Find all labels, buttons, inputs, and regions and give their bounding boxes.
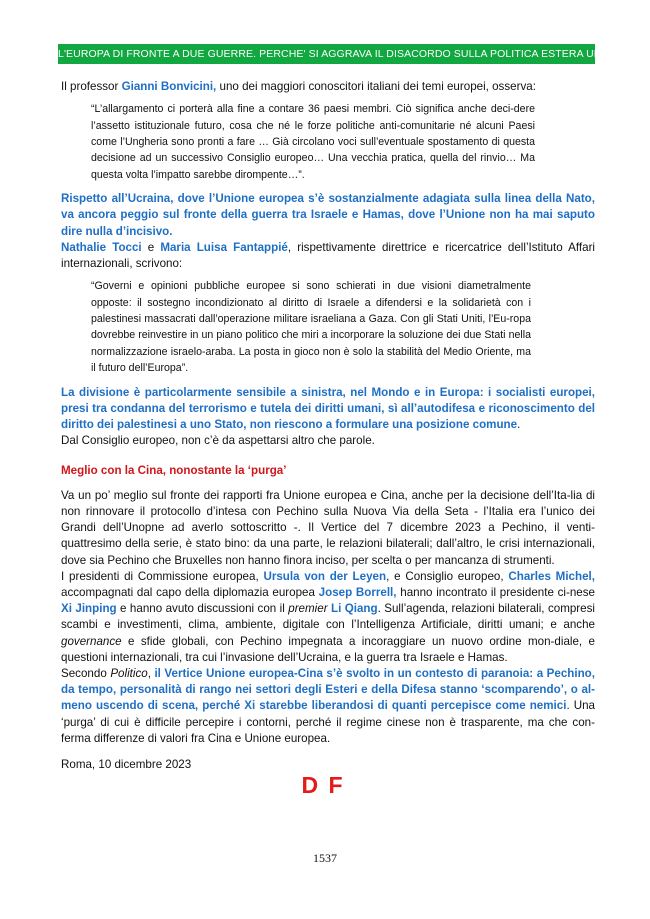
header-banner: L'EUROPA DI FRONTE A DUE GUERRE. PERCHE' SI AGGRAVA IL DISACORDO SULLA POLITICA ESTERA UE <box>58 44 595 64</box>
affiliation-text: , rispettivamente direttrice e ricercatrice dell’Istituto Affari internazionali, scrivono: <box>61 240 596 271</box>
highlight-paranoia: il Vertice Unione europea-Cina s’è svolto in un contesto di paranoia: a Pechino, da tempo, personalità di rango nei settori degli Esteri e della Difesa stanno ‘scomparendo’, o al-meno uscendo di scena, perché Xi starebbe liberandosi di quanti percepisce come nemici <box>61 666 595 713</box>
left-division-paragraph <box>61 385 595 434</box>
person-name-xi-jinping: Xi Jinping <box>61 602 117 616</box>
person-name-li-qiang: Li Qiang <box>331 602 378 616</box>
section-subheading: Meglio con la Cina, nonostante la ‘purga’ <box>61 463 287 477</box>
presidents-paragraph <box>61 569 595 666</box>
text-span: hanno incontrato il presidente ci-nese <box>396 585 596 599</box>
politico-italic: Politico <box>110 666 148 680</box>
quote-tocci-fantappie: “Governi e opinioni pubbliche europee si sono schierati in due visioni diametralmente opposte: il sostegno incondizionato al diritto di Israele a difendersi e la solidarietà con i palestinesi massacrati dall’operazione militare israeliana a Gaza. Con gli Stati Uniti, l’Eu-ropa dovrebbe reinvestire in un piano politico che miri a incorporare la soluzione dei due Stati nella normalizzazione israelo-araba. La posta in gioco non è solo la stabilità del Medio Oriente, ma il futuro dell’Europa”. <box>91 280 531 375</box>
politico-paragraph <box>61 666 595 747</box>
highlight-ukraine: Rispetto all’Ucraina, dove l’Unione europea s’è sostanzialmente adagiata sulla linea della Nato, va ancora peggio sul fronte della guerra tra Israele e Hamas, dove l’Unione non ha mai saputo dire nulla d’incisivo. <box>61 192 595 238</box>
person-name-borrell: Josep Borrell, <box>318 585 397 599</box>
tocci-fantappie-paragraph <box>61 240 595 272</box>
dateline: Roma, 10 dicembre 2023 <box>61 757 192 771</box>
page-number: 1537 <box>313 851 337 865</box>
governance-italic: governance <box>61 634 122 648</box>
conjunction-text: e <box>141 240 161 254</box>
person-name-michel: Charles Michel, <box>508 569 595 583</box>
intro-text: Il professor <box>61 80 122 93</box>
china-summit-paragraph: Va un po’ meglio sul fronte dei rapporti fra Unione europea e Cina, anche per la decisione dell’Ita-lia di non rinnovare il protocollo d’intesa con Pechino sulla Nuova Via della Seta - l’Italia era l’unico dei Grandi dell’Unopne ad averlo sottoscritto -. Il Vertice del 7 dicembre 2023 a Pechino, il venti-quattresimo della serie, è stato bino: da una parte, le relazioni bilaterali; dall’altro, le crisi internazionali, dove sia Pechino che Bruxelles non hanno finora inciso, per scelta o per mancanza di strumenti. <box>61 488 595 567</box>
text-span: Secondo <box>61 666 111 680</box>
period-text: . <box>517 418 521 432</box>
person-name-fantappie: Maria Luisa Fantappié <box>160 240 288 254</box>
person-name-bonvicini: Gianni Bonvicini, <box>121 80 217 93</box>
text-span: e hanno avuto discussioni con il <box>116 602 289 616</box>
person-name-tocci: Nathalie Tocci <box>61 240 142 254</box>
intro-paragraph <box>61 79 595 95</box>
text-span: . Una ‘purga’ di cui è difficile percepire i contorni, perché il regime cinese non è trasparente, ma che con-ferma differenze di valori fra Cina e Unione europea. <box>61 699 595 745</box>
premier-italic: premier <box>288 602 328 616</box>
intro-text-tail: uno dei maggiori conoscitori italiani dei temi europei, osserva: <box>216 80 536 93</box>
quote-bonvicini: “L’allargamento ci porterà alla fine a contare 36 paesi membri. Ciò significa anche deci-dere l’assetto istituzionale futuro, cosa che né le forze politiche anti-comunitarie né alcuni Paesi come l’Ungheria sono pronti a fare … Già circolano voci sull’eventuale spostamento di questa decisione ad un successivo Consiglio europeo… Una vecchia pratica, quella del rinvio… Ma questa volta l’impatto sarebbe dirompente…”. <box>91 103 535 181</box>
text-span: , <box>147 666 155 680</box>
text-span: accompagnati dal capo della diplomazia europea <box>61 585 319 599</box>
text-span: , e Consiglio europeo, <box>386 569 509 583</box>
author-signature: D F <box>301 772 345 799</box>
text-span: I presidenti di Commissione europea, <box>61 569 264 583</box>
article-body <box>61 79 596 799</box>
person-name-von-der-leyen: Ursula von der Leyen <box>263 569 387 583</box>
text-span: e sfide globali, con Pechino impegnata a incoraggiare un nuovo ordine mon-diale, e questioni internazionali, tra cui l’invasione dell’Ucraina, e la guerra tra Israele e Hamas. <box>61 634 595 664</box>
text-span: . Sull’agenda, relazioni bilaterali, compresi scambi e investimenti, clima, ambiente, digitale con l’Intelligenza Artificiale, diritti umani; e anche <box>61 602 595 632</box>
highlight-left-division: La divisione è particolarmente sensibile a sinistra, nel Mondo e in Europa: i socialisti europei, presi tra condanna del terrorismo e tutela dei diritti umani, sì all’autodifesa e riconoscimento del diritto dei palestinesi a uno Stato, non riescono a formulare una posizione comune <box>61 385 595 432</box>
council-paragraph: Dal Consiglio europeo, non c’è da aspettarsi altro che parole. <box>61 434 375 448</box>
